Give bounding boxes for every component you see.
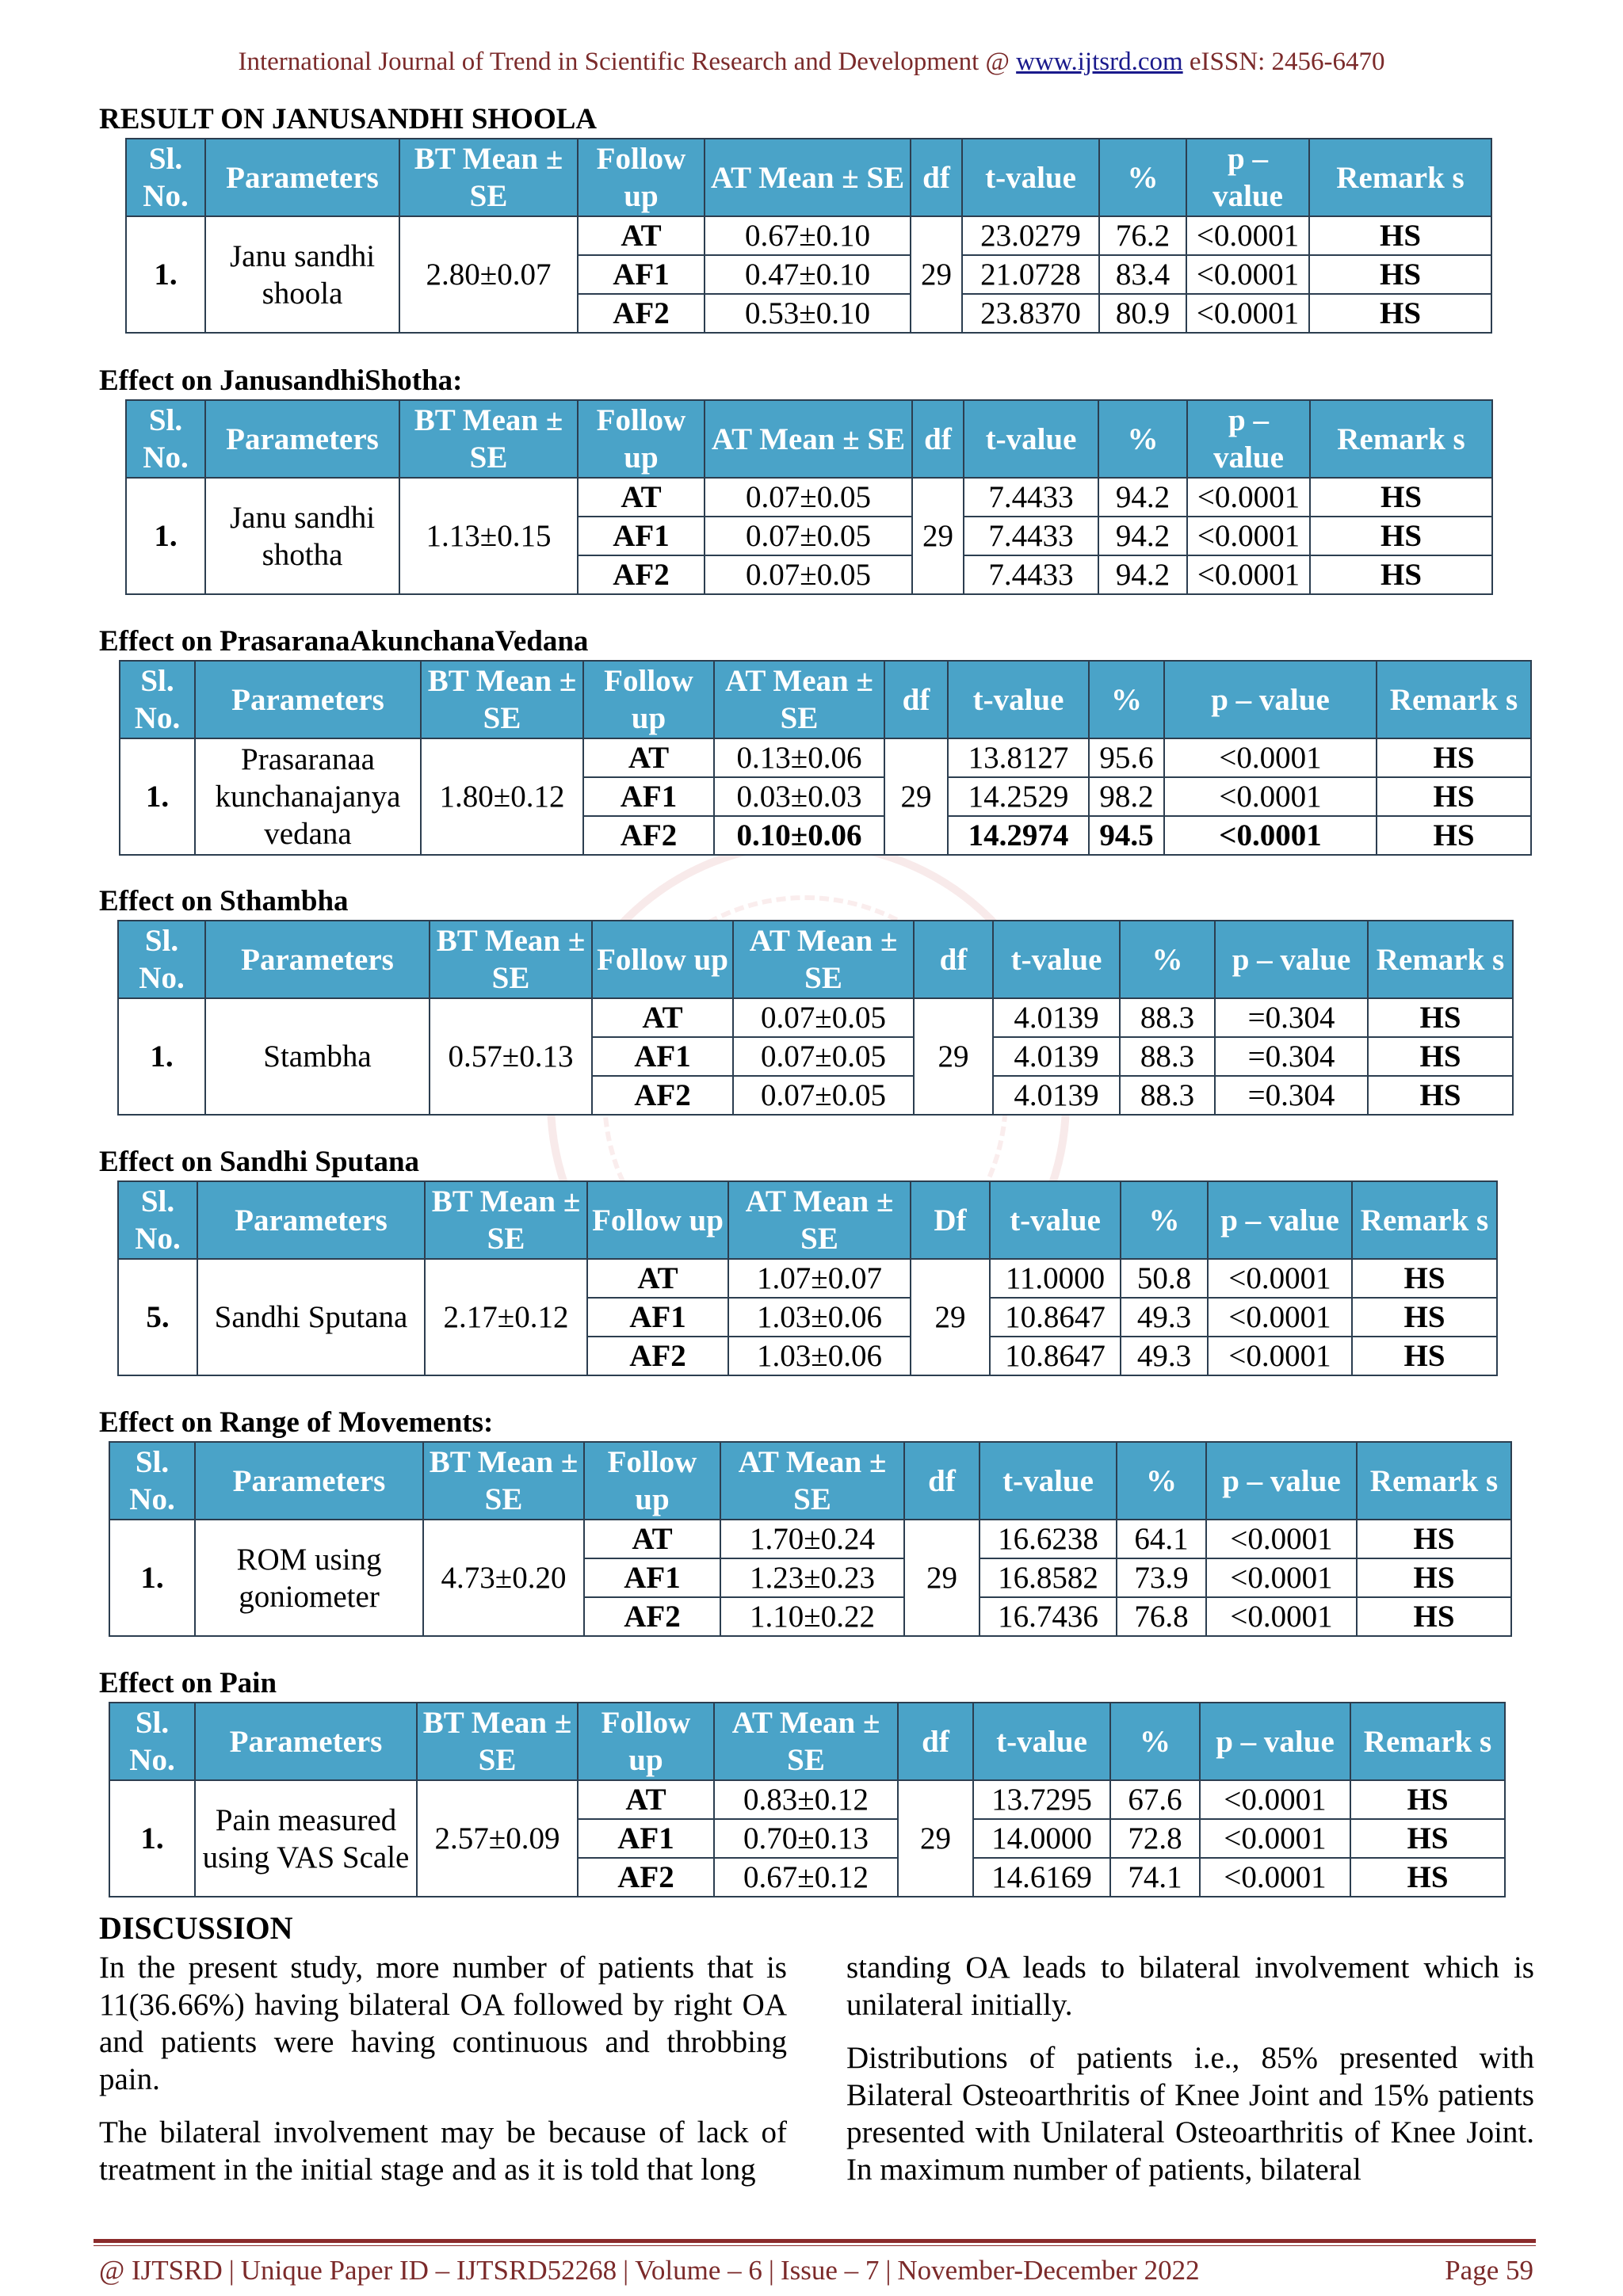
cell-t-value: 16.8582 [980, 1558, 1117, 1597]
header-follow-up: Follow up [578, 400, 705, 478]
cell-sl-no: 1. [126, 216, 205, 333]
header-at-mean: AT Mean ± SE [705, 400, 912, 478]
cell-follow-up: AT [578, 1780, 714, 1819]
cell-sl-no: 1. [118, 998, 205, 1115]
cell-p-value: <0.0001 [1164, 816, 1377, 855]
results-table [109, 1702, 1506, 1897]
header-sl-no: Sl. No. [126, 139, 205, 216]
header-text: International Journal of Trend in Scientific Research and Development @ [238, 48, 1017, 76]
cell-percent: 94.2 [1098, 478, 1187, 517]
header-p-value: p – value [1200, 1703, 1350, 1780]
cell-remark: HS [1357, 1520, 1511, 1558]
header-percent: % [1098, 400, 1187, 478]
cell-remark: HS [1352, 1259, 1497, 1298]
cell-remark: HS [1352, 1298, 1497, 1337]
header-follow-up: Follow up [578, 1703, 714, 1780]
cell-at-mean: 1.07±0.07 [728, 1259, 911, 1298]
cell-df: 29 [911, 216, 962, 333]
header-sl-no: Sl. No. [126, 400, 205, 478]
header-sl-no: Sl. No. [120, 661, 195, 738]
footer-rule-thin [94, 2245, 1536, 2246]
header-at-mean: AT Mean ± SE [720, 1442, 904, 1520]
header-issn: eISSN: 2456-6470 [1182, 48, 1385, 76]
cell-at-mean: 1.10±0.22 [720, 1597, 904, 1636]
cell-remark: HS [1309, 294, 1491, 333]
cell-percent: 76.8 [1117, 1597, 1206, 1636]
header-t-value: t-value [993, 921, 1120, 998]
header-p-value: p – value [1186, 139, 1309, 216]
cell-t-value: 7.4433 [964, 478, 1098, 517]
cell-t-value: 7.4433 [964, 555, 1098, 594]
table-header-row [126, 400, 1492, 478]
running-header [0, 48, 1623, 77]
header-df: df [911, 139, 962, 216]
cell-parameter: Janu sandhi shotha [205, 478, 399, 594]
cell-parameter: Stambha [205, 998, 430, 1115]
cell-at-mean: 0.67±0.12 [714, 1858, 898, 1897]
discussion-heading: DISCUSSION [99, 1910, 293, 1946]
cell-bt-mean: 2.57±0.09 [417, 1780, 578, 1897]
cell-follow-up: AF2 [578, 1858, 714, 1897]
header-p-value: p – value [1208, 1181, 1352, 1259]
header-t-value: t-value [990, 1181, 1121, 1259]
cell-follow-up: AT [578, 216, 705, 255]
cell-percent: 50.8 [1121, 1259, 1208, 1298]
cell-bt-mean: 1.80±0.12 [421, 738, 583, 855]
cell-p-value: <0.0001 [1200, 1780, 1350, 1819]
header-t-value: t-value [948, 661, 1089, 738]
footer-page: Page 59 [1445, 2255, 1533, 2286]
cell-remark: HS [1309, 255, 1491, 294]
cell-follow-up: AF2 [592, 1076, 733, 1115]
header-parameters: Parameters [205, 139, 399, 216]
header-t-value: t-value [964, 400, 1098, 478]
cell-remark: HS [1350, 1780, 1505, 1819]
cell-sl-no: 1. [109, 1780, 195, 1897]
cell-remark: HS [1368, 1037, 1513, 1076]
table-row [118, 998, 1513, 1037]
section-title: Effect on JanusandhiShotha: [99, 364, 463, 397]
section-title: Effect on Sthambha [99, 885, 349, 917]
header-df: Df [911, 1181, 990, 1259]
cell-percent: 72.8 [1110, 1819, 1200, 1858]
section-title: Effect on PrasaranaAkunchanaVedana [99, 625, 589, 658]
cell-follow-up: AT [587, 1259, 728, 1298]
table-row [126, 478, 1492, 517]
header-p-value: p – value [1187, 400, 1310, 478]
cell-percent: 94.2 [1098, 517, 1187, 555]
cell-t-value: 21.0728 [962, 255, 1099, 294]
header-remarks: Remark s [1377, 661, 1531, 738]
header-parameters: Parameters [195, 1442, 423, 1520]
table-header-row [120, 661, 1531, 738]
cell-follow-up: AF2 [578, 294, 705, 333]
cell-t-value: 4.0139 [993, 998, 1120, 1037]
cell-follow-up: AT [578, 478, 705, 517]
header-remarks: Remark s [1368, 921, 1513, 998]
cell-follow-up: AF1 [578, 1819, 714, 1858]
cell-p-value: =0.304 [1215, 1037, 1368, 1076]
cell-percent: 88.3 [1120, 1076, 1215, 1115]
footer-journal: @ IJTSRD [99, 2255, 223, 2286]
results-table [117, 1180, 1498, 1376]
cell-t-value: 16.7436 [980, 1597, 1117, 1636]
cell-percent: 64.1 [1117, 1520, 1206, 1558]
cell-t-value: 14.2974 [948, 816, 1089, 855]
cell-follow-up: AF2 [578, 555, 705, 594]
cell-p-value: <0.0001 [1164, 738, 1377, 777]
results-table [125, 138, 1492, 334]
cell-remark: HS [1352, 1337, 1497, 1375]
cell-p-value: =0.304 [1215, 1076, 1368, 1115]
cell-p-value: <0.0001 [1206, 1558, 1357, 1597]
header-at-mean: AT Mean ± SE [705, 139, 911, 216]
cell-remark: HS [1357, 1558, 1511, 1597]
cell-t-value: 11.0000 [990, 1259, 1121, 1298]
table-header-row [109, 1442, 1511, 1520]
results-table [117, 920, 1514, 1116]
cell-at-mean: 0.07±0.05 [733, 998, 914, 1037]
table-row [126, 216, 1491, 255]
cell-bt-mean: 0.57±0.13 [430, 998, 592, 1115]
header-remarks: Remark s [1357, 1442, 1511, 1520]
running-footer: @ IJTSRD | Unique Paper ID – IJTSRD52268 | Volume – 6 | Issue – 7 | November-December 2022 Page 59 [99, 2255, 1533, 2286]
header-bt-mean: BT Mean ± SE [399, 400, 578, 478]
cell-df: 29 [912, 478, 964, 594]
cell-parameter: Pain measured using VAS Scale [195, 1780, 417, 1897]
cell-p-value: <0.0001 [1206, 1520, 1357, 1558]
cell-percent: 74.1 [1110, 1858, 1200, 1897]
cell-remark: HS [1368, 1076, 1513, 1115]
cell-t-value: 13.8127 [948, 738, 1089, 777]
header-bt-mean: BT Mean ± SE [417, 1703, 578, 1780]
header-at-mean: AT Mean ± SE [714, 1703, 898, 1780]
header-parameters: Parameters [197, 1181, 425, 1259]
discussion-paragraph: standing OA leads to bilateral involvement which is unilateral initially. [846, 1951, 1534, 2022]
results-table [125, 399, 1493, 595]
cell-t-value: 4.0139 [993, 1037, 1120, 1076]
header-at-mean: AT Mean ± SE [714, 661, 884, 738]
header-bt-mean: BT Mean ± SE [423, 1442, 584, 1520]
results-table [109, 1441, 1512, 1637]
cell-percent: 76.2 [1099, 216, 1186, 255]
cell-follow-up: AF2 [583, 816, 714, 855]
cell-follow-up: AF1 [587, 1298, 728, 1337]
header-remarks: Remark s [1352, 1181, 1497, 1259]
cell-p-value: <0.0001 [1164, 777, 1377, 816]
header-at-mean: AT Mean ± SE [728, 1181, 911, 1259]
cell-bt-mean: 2.17±0.12 [425, 1259, 587, 1375]
cell-bt-mean: 1.13±0.15 [399, 478, 578, 594]
cell-at-mean: 1.03±0.06 [728, 1298, 911, 1337]
header-follow-up: Follow up [578, 139, 705, 216]
cell-follow-up: AF1 [592, 1037, 733, 1076]
header-at-mean: AT Mean ± SE [733, 921, 914, 998]
cell-sl-no: 1. [120, 738, 195, 855]
header-bt-mean: BT Mean ± SE [421, 661, 583, 738]
footer-date: November-December 2022 [897, 2255, 1200, 2286]
footer-issue: Issue – 7 [780, 2255, 880, 2286]
section-title: Effect on Range of Movements: [99, 1406, 494, 1439]
header-parameters: Parameters [205, 921, 430, 998]
cell-at-mean: 0.10±0.06 [714, 816, 884, 855]
cell-bt-mean: 4.73±0.20 [423, 1520, 584, 1636]
cell-remark: HS [1377, 777, 1531, 816]
header-t-value: t-value [962, 139, 1099, 216]
cell-at-mean: 0.70±0.13 [714, 1819, 898, 1858]
header-df: df [914, 921, 993, 998]
cell-percent: 73.9 [1117, 1558, 1206, 1597]
header-follow-up: Follow up [584, 1442, 720, 1520]
discussion-paragraph: In the present study, more number of patients that is 11(36.66%) having bilateral OA followed by right OA and patients were having continuous and throbbing pain. [99, 1951, 787, 2096]
cell-t-value: 23.0279 [962, 216, 1099, 255]
header-parameters: Parameters [195, 661, 421, 738]
cell-at-mean: 0.13±0.06 [714, 738, 884, 777]
cell-p-value: <0.0001 [1186, 255, 1309, 294]
cell-follow-up: AF1 [583, 777, 714, 816]
header-percent: % [1099, 139, 1186, 216]
header-percent: % [1117, 1442, 1206, 1520]
header-t-value: t-value [980, 1442, 1117, 1520]
header-p-value: p – value [1164, 661, 1377, 738]
header-parameters: Parameters [205, 400, 399, 478]
cell-df: 29 [904, 1520, 980, 1636]
header-follow-up: Follow up [592, 921, 733, 998]
cell-t-value: 10.8647 [990, 1337, 1121, 1375]
table-row [109, 1520, 1511, 1558]
header-sl-no: Sl. No. [109, 1442, 195, 1520]
cell-follow-up: AT [592, 998, 733, 1037]
header-follow-up: Follow up [583, 661, 714, 738]
cell-percent: 49.3 [1121, 1298, 1208, 1337]
cell-at-mean: 0.07±0.05 [733, 1037, 914, 1076]
header-df: df [884, 661, 948, 738]
footer-rule [94, 2239, 1536, 2243]
cell-at-mean: 0.07±0.05 [705, 478, 912, 517]
cell-t-value: 14.2529 [948, 777, 1089, 816]
results-table [119, 660, 1532, 856]
cell-at-mean: 0.83±0.12 [714, 1780, 898, 1819]
section-title: Effect on Sandhi Sputana [99, 1146, 420, 1178]
cell-at-mean: 0.07±0.05 [705, 517, 912, 555]
cell-sl-no: 5. [118, 1259, 197, 1375]
cell-p-value: <0.0001 [1186, 216, 1309, 255]
cell-p-value: =0.304 [1215, 998, 1368, 1037]
journal-link[interactable]: www.ijtsrd.com [1016, 48, 1183, 76]
cell-percent: 98.2 [1089, 777, 1164, 816]
header-remarks: Remark s [1350, 1703, 1505, 1780]
cell-df: 29 [911, 1259, 990, 1375]
cell-parameter: ROM using goniometer [195, 1520, 423, 1636]
cell-at-mean: 1.03±0.06 [728, 1337, 911, 1375]
cell-follow-up: AF1 [578, 255, 705, 294]
cell-remark: HS [1310, 555, 1492, 594]
table-header-row [109, 1703, 1505, 1780]
cell-at-mean: 0.03±0.03 [714, 777, 884, 816]
cell-p-value: <0.0001 [1200, 1819, 1350, 1858]
table-header-row [126, 139, 1491, 216]
header-p-value: p – value [1206, 1442, 1357, 1520]
cell-p-value: <0.0001 [1187, 555, 1310, 594]
header-df: df [904, 1442, 980, 1520]
footer-volume: Volume – 6 [635, 2255, 762, 2286]
cell-parameter: Janu sandhi shoola [205, 216, 399, 333]
cell-at-mean: 1.70±0.24 [720, 1520, 904, 1558]
cell-p-value: <0.0001 [1206, 1597, 1357, 1636]
cell-remark: HS [1368, 998, 1513, 1037]
cell-t-value: 7.4433 [964, 517, 1098, 555]
cell-p-value: <0.0001 [1186, 294, 1309, 333]
cell-remark: HS [1357, 1597, 1511, 1636]
header-df: df [912, 400, 964, 478]
table-header-row [118, 921, 1513, 998]
cell-df: 29 [884, 738, 948, 855]
cell-follow-up: AT [584, 1520, 720, 1558]
cell-at-mean: 0.53±0.10 [705, 294, 911, 333]
table-row [120, 738, 1531, 777]
cell-df: 29 [914, 998, 993, 1115]
discussion-paragraph: Distributions of patients i.e., 85% presented with Bilateral Osteoarthritis of Knee Joint and 15% patients presented with Unilateral Osteoarthritis of Knee Joint. In maximum number of patients, bilateral [846, 2041, 1534, 2187]
cell-remark: HS [1377, 738, 1531, 777]
header-percent: % [1121, 1181, 1208, 1259]
cell-bt-mean: 2.80±0.07 [399, 216, 578, 333]
cell-remark: HS [1350, 1858, 1505, 1897]
cell-p-value: <0.0001 [1200, 1858, 1350, 1897]
cell-parameter: Sandhi Sputana [197, 1259, 425, 1375]
cell-follow-up: AF2 [584, 1597, 720, 1636]
cell-remark: HS [1309, 216, 1491, 255]
discussion-paragraph: The bilateral involvement may be because of lack of treatment in the initial stage and as it is told that long [99, 2115, 787, 2187]
cell-follow-up: AF2 [587, 1337, 728, 1375]
cell-sl-no: 1. [126, 478, 205, 594]
discussion-right-column [846, 1949, 1534, 2204]
header-df: df [898, 1703, 973, 1780]
header-bt-mean: BT Mean ± SE [430, 921, 592, 998]
cell-at-mean: 0.07±0.05 [705, 555, 912, 594]
header-remarks: Remark s [1309, 139, 1491, 216]
cell-t-value: 14.0000 [973, 1819, 1110, 1858]
table-row [109, 1780, 1505, 1819]
cell-percent: 94.5 [1089, 816, 1164, 855]
cell-p-value: <0.0001 [1208, 1298, 1352, 1337]
cell-sl-no: 1. [109, 1520, 195, 1636]
cell-t-value: 14.6169 [973, 1858, 1110, 1897]
table-header-row [118, 1181, 1497, 1259]
header-sl-no: Sl. No. [118, 921, 205, 998]
header-sl-no: Sl. No. [109, 1703, 195, 1780]
cell-df: 29 [898, 1780, 973, 1897]
cell-t-value: 10.8647 [990, 1298, 1121, 1337]
cell-remark: HS [1377, 816, 1531, 855]
cell-percent: 80.9 [1099, 294, 1186, 333]
cell-follow-up: AF1 [578, 517, 705, 555]
section-title: Effect on Pain [99, 1667, 277, 1699]
cell-at-mean: 0.67±0.10 [705, 216, 911, 255]
header-bt-mean: BT Mean ± SE [425, 1181, 587, 1259]
header-p-value: p – value [1215, 921, 1368, 998]
cell-percent: 95.6 [1089, 738, 1164, 777]
cell-percent: 94.2 [1098, 555, 1187, 594]
footer-paper-id: Unique Paper ID – IJTSRD52268 [240, 2255, 617, 2286]
cell-p-value: <0.0001 [1208, 1337, 1352, 1375]
cell-percent: 83.4 [1099, 255, 1186, 294]
header-sl-no: Sl. No. [118, 1181, 197, 1259]
cell-p-value: <0.0001 [1187, 478, 1310, 517]
cell-percent: 49.3 [1121, 1337, 1208, 1375]
cell-t-value: 16.6238 [980, 1520, 1117, 1558]
header-parameters: Parameters [195, 1703, 417, 1780]
cell-follow-up: AT [583, 738, 714, 777]
cell-follow-up: AF1 [584, 1558, 720, 1597]
cell-t-value: 13.7295 [973, 1780, 1110, 1819]
cell-remark: HS [1350, 1819, 1505, 1858]
cell-at-mean: 0.07±0.05 [733, 1076, 914, 1115]
cell-t-value: 4.0139 [993, 1076, 1120, 1115]
header-follow-up: Follow up [587, 1181, 728, 1259]
cell-percent: 67.6 [1110, 1780, 1200, 1819]
cell-remark: HS [1310, 517, 1492, 555]
cell-parameter: Prasaranaa kunchanajanya vedana [195, 738, 421, 855]
cell-at-mean: 0.47±0.10 [705, 255, 911, 294]
cell-p-value: <0.0001 [1208, 1259, 1352, 1298]
header-percent: % [1110, 1703, 1200, 1780]
cell-remark: HS [1310, 478, 1492, 517]
cell-percent: 88.3 [1120, 998, 1215, 1037]
cell-at-mean: 1.23±0.23 [720, 1558, 904, 1597]
cell-percent: 88.3 [1120, 1037, 1215, 1076]
section-title: RESULT ON JANUSANDHI SHOOLA [99, 103, 598, 135]
header-remarks: Remark s [1310, 400, 1492, 478]
header-bt-mean: BT Mean ± SE [399, 139, 578, 216]
header-percent: % [1120, 921, 1215, 998]
cell-t-value: 23.8370 [962, 294, 1099, 333]
table-row [118, 1259, 1497, 1298]
header-percent: % [1089, 661, 1164, 738]
header-t-value: t-value [973, 1703, 1110, 1780]
discussion-left-column [99, 1949, 787, 2204]
cell-p-value: <0.0001 [1187, 517, 1310, 555]
